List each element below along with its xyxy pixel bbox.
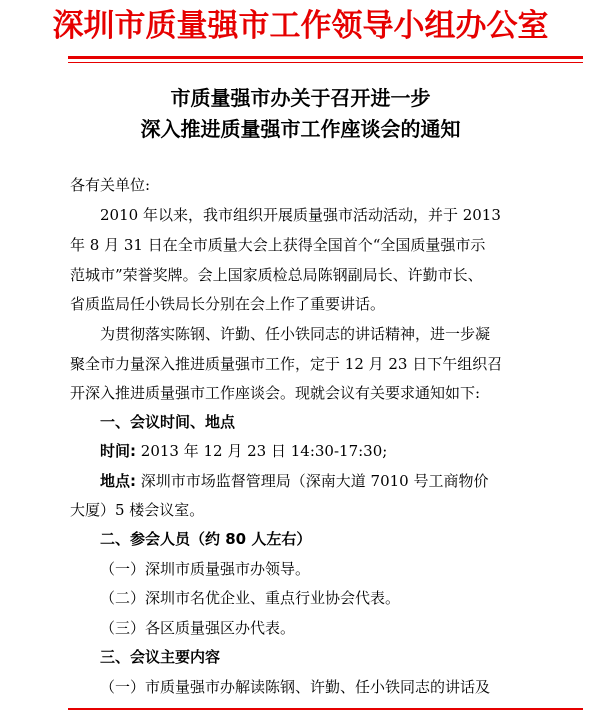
section-3-heading: 三、会议主要内容 [100, 648, 221, 666]
meeting-time-value: 2013 年 12 月 23 日 14:30-17:30; [140, 442, 388, 460]
meeting-place-label: 地点: [100, 472, 136, 490]
notice-title-line-2: 深入推进质量强市工作座谈会的通知 [140, 117, 461, 141]
attendee-item: （二）深圳市名优企业、重点行业协会代表。 [100, 589, 401, 607]
bottom-rule [68, 708, 583, 710]
section-1-heading: 一、会议时间、地点 [100, 413, 236, 431]
meeting-place-line-2: 大厦）5 楼会议室。 [70, 501, 205, 519]
section-2-heading: 二、参会人员（约 80 人左右） [100, 530, 312, 548]
salutation: 各有关单位: [70, 176, 151, 194]
content-item: （一）市质量强市办解读陈钢、许勤、任小铁同志的讲话及 [100, 678, 491, 696]
meeting-time [100, 439, 572, 463]
meeting-place [100, 469, 572, 493]
letterhead-title: 深圳市质量强市工作领导小组办公室 [52, 8, 549, 44]
paragraph-1-line-4: 省质监局任小铁局长分别在会上作了重要讲话。 [70, 295, 386, 313]
letterhead-rule-thin [68, 62, 583, 63]
letterhead-rule-thick [68, 56, 583, 59]
paragraph-1-line-1: 2010 年以来，我市组织开展质量强市活动活动，并于 2013 [100, 206, 501, 224]
paragraph-2-line-2: 聚全市力量深入推进质量强市工作，定于 12 月 23 日下午组织召 [70, 355, 503, 373]
meeting-place-line-1: 深圳市市场监督管理局（深南大道 7010 号工商物价 [140, 472, 489, 490]
notice-title-line-1: 市质量强市办关于召开进一步 [170, 86, 431, 110]
paragraph-1-line-2: 年 8 月 31 日在全市质量大会上获得全国首个“全国质量强市示 [70, 236, 486, 254]
meeting-time-label: 时间: [100, 442, 136, 460]
paragraph-2-line-3: 开深入推进质量强市工作座谈会。现就会议有关要求通知如下: [70, 384, 481, 402]
paragraph-2-line-1: 为贯彻落实陈钢、许勤、任小铁同志的讲话精神，进一步凝 [100, 325, 491, 343]
paragraph-1-line-3: 范城市”荣誉奖牌。会上国家质检总局陈钢副局长、许勤市长、 [70, 266, 483, 284]
attendee-item: （一）深圳市质量强市办领导。 [100, 560, 311, 578]
attendee-item: （三）各区质量强区办代表。 [100, 619, 296, 637]
